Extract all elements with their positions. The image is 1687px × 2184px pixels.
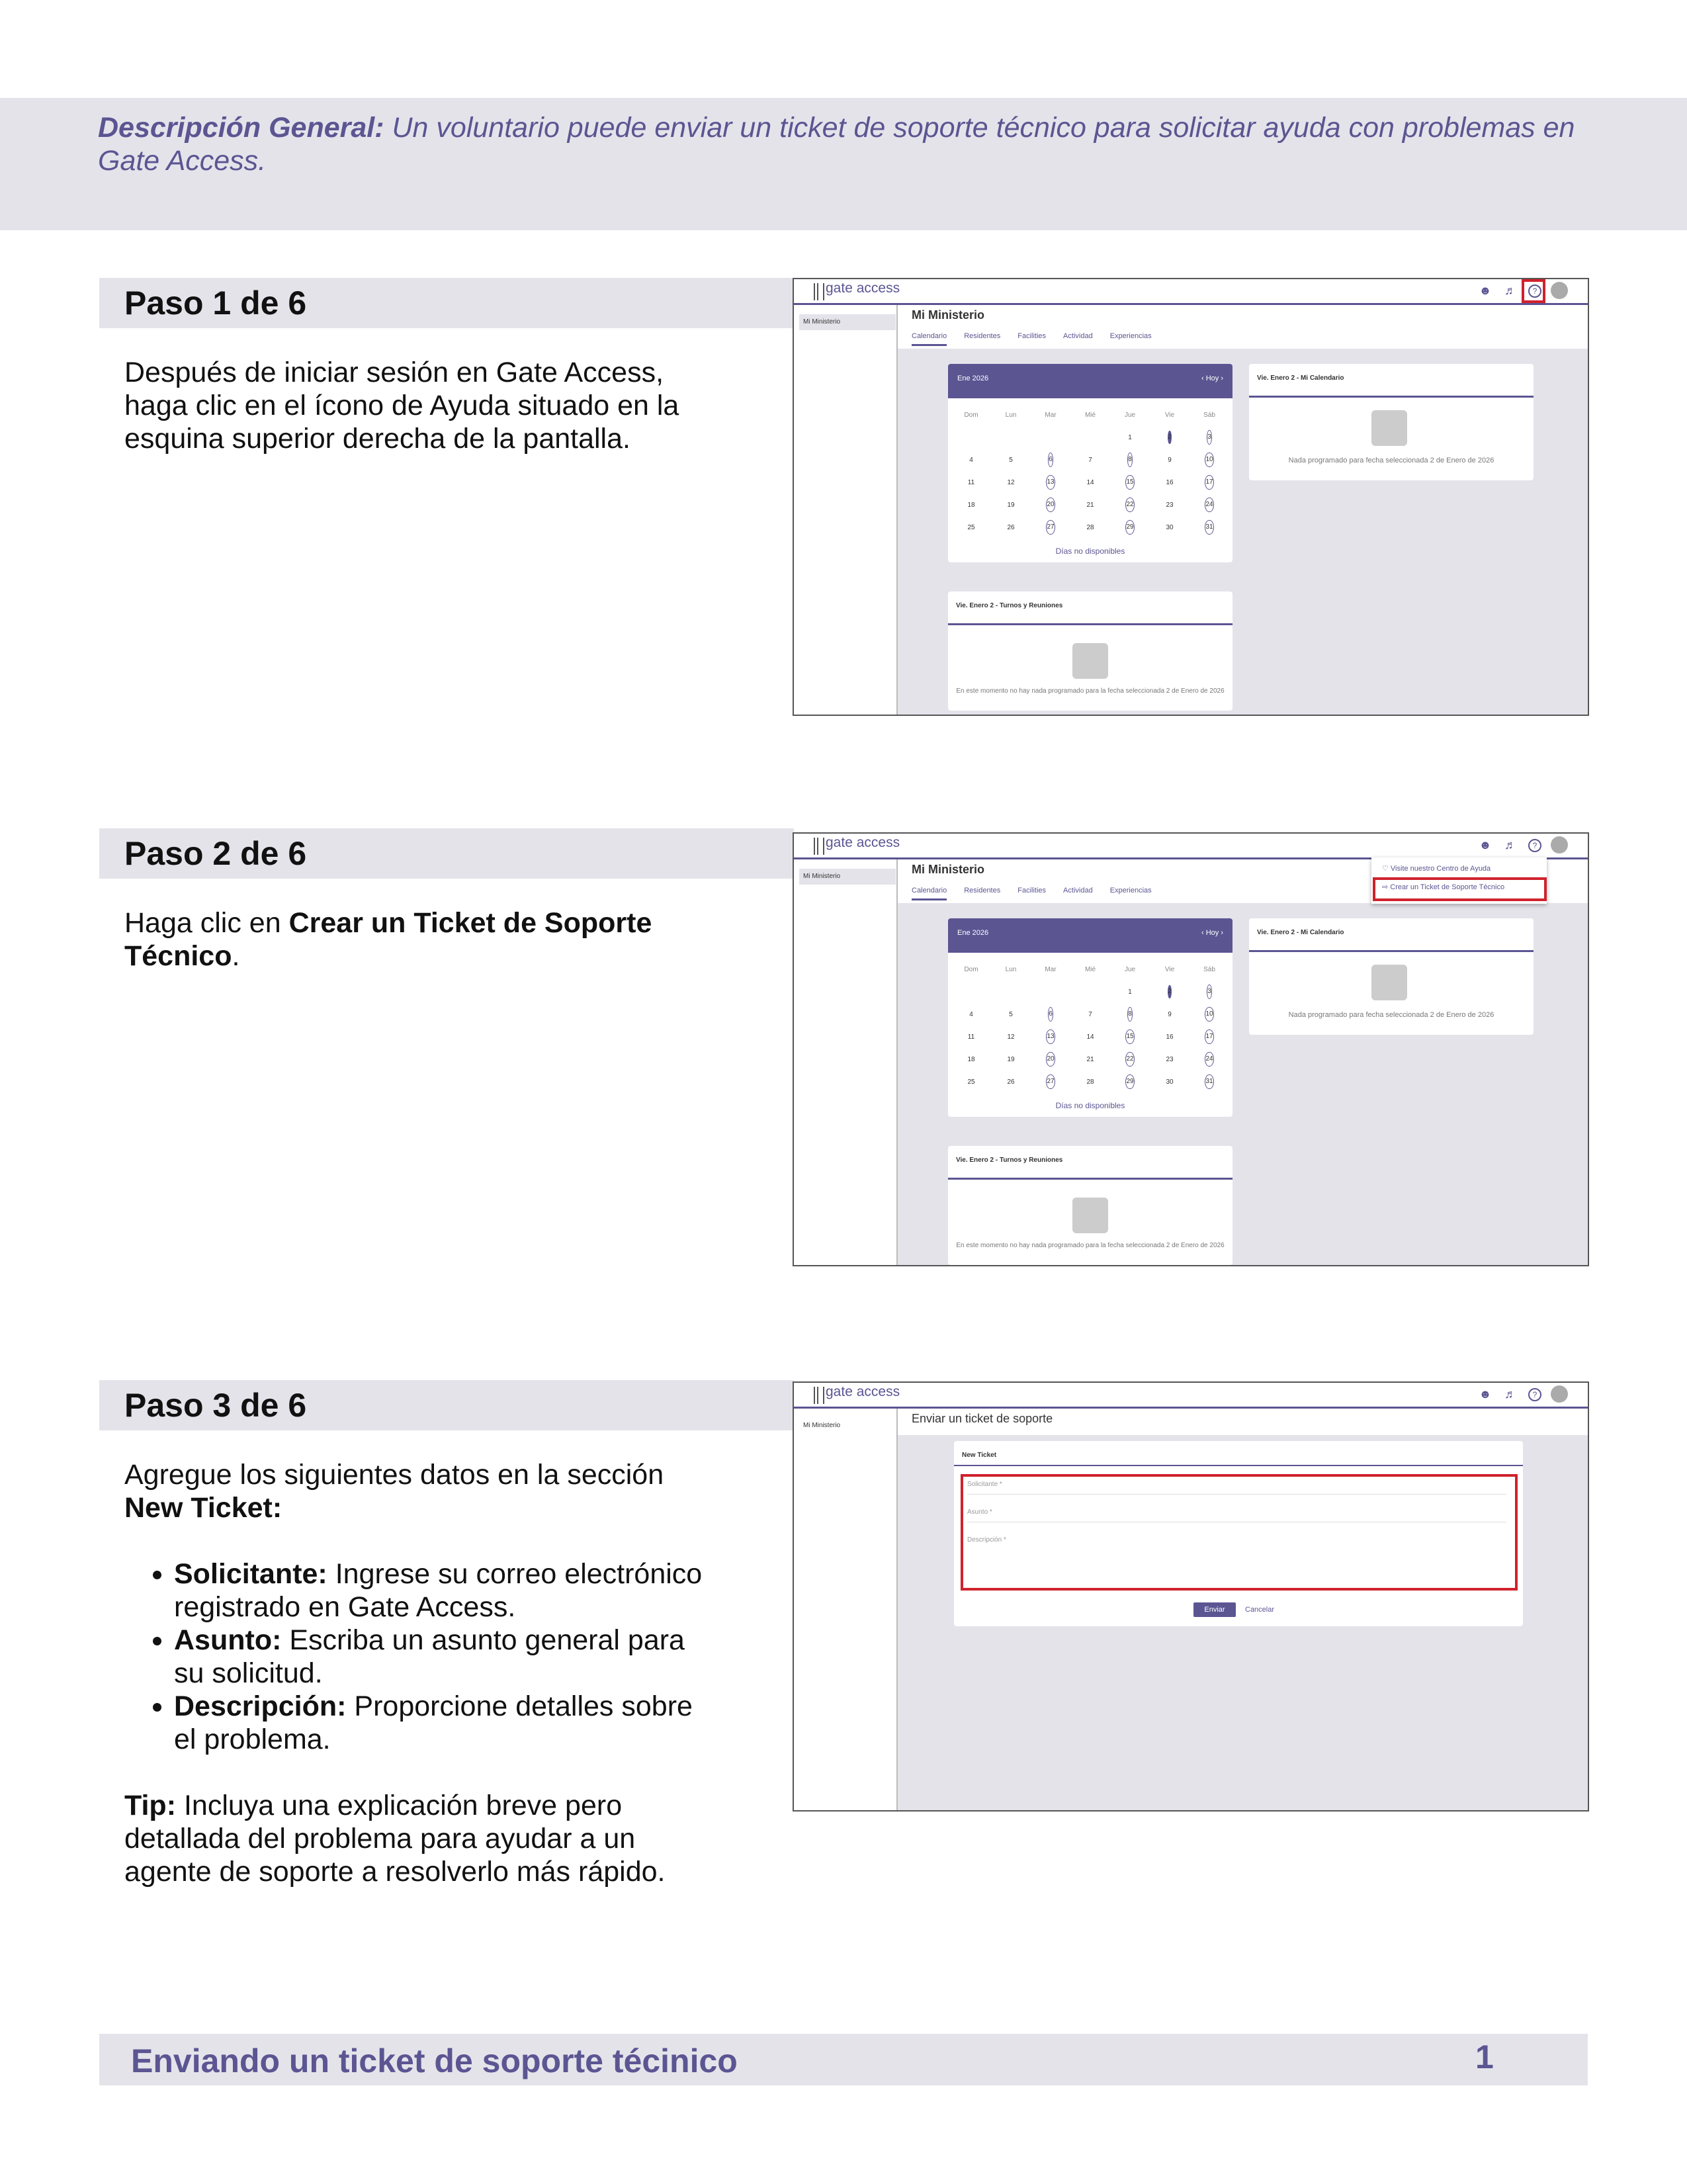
calendar-day[interactable] [1034,453,1067,467]
calendar-nav[interactable]: ‹ Hoy › [1201,374,1223,382]
calendar [948,364,1233,562]
calendar-week [955,981,1226,1003]
calendar-day[interactable] [1034,475,1067,490]
calendar-day[interactable] [1193,498,1226,512]
list-item: • Descripción: Proporcione detalles sobre el problema. [174,1690,720,1756]
panel-title: Vie. Enero 2 - Mi Calendario [1257,929,1344,936]
step-2-screenshot [793,832,1589,1266]
calendar-day[interactable] [1034,1007,1067,1022]
logo-text: gate access [826,1384,900,1399]
help-icon[interactable]: ? [1528,839,1541,852]
today-button[interactable]: Hoy [1205,929,1219,937]
help-menu [1371,857,1547,904]
day-number: 27 [1046,520,1055,535]
descripcion-field[interactable]: Descripción * [967,1536,1006,1544]
calendar-day[interactable] [994,1011,1027,1018]
calendar-week [955,471,1226,494]
tabs [912,332,1169,346]
day-number: 19 [1007,501,1015,509]
calendar-day[interactable] [1113,498,1146,512]
day-number: 2 [1168,431,1172,444]
calendar-day[interactable] [1193,984,1226,999]
shifts-message: En este momento no hay nada programado para la fecha seleccionada 2 de Enero de 2026 [956,1242,1225,1249]
calendar-week [955,516,1226,539]
list-item: • Asunto: Escriba un asunto general para su solicitud. [174,1624,720,1690]
day-number: 31 [1205,1074,1213,1089]
calendar-day[interactable] [1153,457,1186,464]
calendar-day[interactable] [1034,1052,1067,1067]
calendar-grid [955,958,1226,1093]
calendar-day[interactable] [994,457,1027,464]
description-text: Descripción General: Un voluntario puede enviar un ticket de soporte técnico para solicitar ayuda con problemas en Gate Access. [98,112,1575,177]
day-number: 6 [1048,1007,1053,1022]
weekday-label: Lun [1005,965,1017,973]
day-number: 5 [1009,456,1013,464]
calendar-nav[interactable]: ‹ Hoy › [1201,929,1223,937]
day-number: 20 [1046,1052,1055,1067]
calendar-day[interactable] [1074,1078,1107,1086]
day-number: 18 [967,1055,975,1063]
shifts-title: Vie. Enero 2 - Turnos y Reuniones [956,1157,1063,1164]
calendar-day[interactable] [1074,1011,1107,1018]
panel-divider [1249,950,1534,952]
tabs [912,887,1169,900]
sidebar [794,859,898,1265]
calendar-day[interactable] [994,479,1027,486]
step-1-header [99,278,794,328]
day-number: 12 [1007,1033,1015,1041]
gate-logo-icon [814,1387,824,1404]
calendar-day[interactable] [1193,475,1226,490]
weekday-label: Sáb [1203,965,1215,973]
weekday-label: Jue [1124,411,1136,419]
calendar [948,918,1233,1117]
day-number: 17 [1205,475,1213,490]
calendar-day[interactable] [1113,1029,1146,1044]
calendar-day[interactable] [1113,434,1146,441]
day-number: 8 [1127,1007,1133,1022]
app-topbar [794,279,1588,305]
calendar-day[interactable] [994,1078,1027,1086]
calendar-day[interactable] [1074,1033,1107,1041]
day-number: 23 [1166,501,1174,509]
calendar-day[interactable] [994,502,1027,509]
calendar-day[interactable] [1074,479,1107,486]
sidebar [794,305,898,715]
day-number: 2 [1168,985,1172,998]
weekday-label: Mar [1045,965,1057,973]
ticket-highlight-box [1373,877,1547,901]
day-number: 3 [1207,430,1212,445]
calendar-grid [955,404,1226,539]
day-number: 12 [1007,478,1015,486]
day-number: 9 [1168,456,1172,464]
step-3-screenshot [793,1381,1589,1812]
calendar-day[interactable] [1193,520,1226,535]
my-calendar-panel [1249,364,1534,480]
solicitante-field[interactable]: Solicitante * [967,1481,1002,1488]
day-number: 4 [969,456,973,464]
day-number: 31 [1205,520,1213,535]
weekday-label: Jue [1124,965,1136,973]
tip-text: Tip: Incluya una explicación breve pero detallada del problema para ayudar a un agente de soporte a resolverlo más rápido. [124,1790,666,1888]
day-number: 29 [1125,1074,1134,1089]
sidebar [794,1409,898,1810]
day-number: 1 [1128,988,1132,996]
panel-message: Nada programado para fecha seleccionada 2 de Enero de 2026 [1288,1011,1494,1019]
day-number: 26 [1007,1078,1015,1086]
weekday-label: Dom [964,411,978,419]
shifts-message: En este momento no hay nada programado para la fecha seleccionada 2 de Enero de 2026 [956,687,1225,695]
new-ticket-form [954,1441,1523,1626]
day-number: 25 [967,1078,975,1086]
day-number: 22 [1125,1052,1134,1067]
day-number: 28 [1086,523,1094,531]
users-icon[interactable]: ☻ [1479,284,1492,297]
tab-experiencias[interactable]: Experiencias [1109,332,1152,340]
calendar-day[interactable] [1193,1074,1226,1089]
tab-residentes[interactable]: Residentes [964,332,1001,340]
calendar-day[interactable] [1113,1074,1146,1089]
day-number: 24 [1205,498,1213,512]
weekday-label: Mié [1084,411,1096,419]
calendar-icon [1371,965,1407,1000]
menu-help-center[interactable]: ♡ Visite nuestro Centro de Ayuda [1382,865,1491,873]
help-highlight-box [1522,279,1545,303]
shifts-divider [948,623,1233,625]
unavailable-days-link[interactable]: Días no disponibles [1055,1101,1125,1110]
calendar-day[interactable] [994,524,1027,531]
day-number: 15 [1125,1029,1134,1044]
sidebar-item-ministerio[interactable]: Mi Ministerio [799,314,896,330]
tab-experiencias[interactable]: Experiencias [1109,887,1152,895]
calendar-day[interactable] [1153,479,1186,486]
bell-icon[interactable]: ♬ [1504,838,1516,852]
calendar-day[interactable] [1034,1074,1067,1089]
day-number: 25 [967,523,975,531]
gate-logo-icon [814,838,824,855]
help-icon[interactable]: ? [1528,1388,1541,1401]
day-number: 7 [1088,1010,1092,1018]
calendar-week [955,494,1226,516]
step-1-text: Después de iniciar sesión en Gate Access, haga clic en el ícono de Ayuda situado en la esquina superior derecha de la pantalla. [124,357,679,455]
calendar-day[interactable] [1153,985,1186,998]
avatar[interactable] [1551,1385,1568,1403]
calendar-day[interactable] [1034,1029,1067,1044]
calendar-week [955,1026,1226,1048]
avatar[interactable] [1551,282,1568,299]
app-topbar [794,834,1588,859]
calendar-day[interactable] [955,1056,988,1063]
gate-logo-icon [814,283,824,300]
panel-divider [1249,396,1534,398]
day-number: 30 [1166,523,1174,531]
shifts-panel [948,591,1233,711]
calendar-day[interactable] [1193,1007,1226,1022]
asunto-field[interactable]: Asunto * [967,1508,992,1516]
calendar-day[interactable] [1074,1056,1107,1063]
day-number: 16 [1166,1033,1174,1041]
calendar-day[interactable] [1153,1011,1186,1018]
footer-title: Enviando un ticket de soporte técinico [131,2042,738,2079]
calendar-month: Ene 2026 [957,929,989,937]
shifts-panel [948,1146,1233,1265]
step-3-intro: Agregue los siguientes datos en la sección New Ticket: [124,1459,664,1524]
help-icon[interactable]: ? [1528,284,1541,298]
users-icon[interactable]: ☻ [1479,838,1492,852]
day-number: 22 [1125,498,1134,512]
logo-text: gate access [826,835,900,850]
day-number: 6 [1048,453,1053,467]
step-3-header [99,1380,794,1430]
day-number: 11 [967,478,975,486]
day-number: 1 [1128,433,1132,441]
calendar-day[interactable] [955,1011,988,1018]
calendar-day[interactable] [1113,453,1146,467]
calendar-day[interactable] [955,502,988,509]
calendar-week [955,449,1226,471]
app-topbar [794,1383,1588,1409]
day-number: 10 [1205,1007,1213,1022]
calendar-week [955,1003,1226,1026]
calendar-day[interactable] [1034,520,1067,535]
weekday-label: Dom [964,965,978,973]
day-number: 13 [1046,475,1055,490]
day-number: 4 [969,1010,973,1018]
calendar-day[interactable] [1113,475,1146,490]
calendar-week [955,1048,1226,1070]
my-calendar-panel [1249,918,1534,1035]
page-title: Enviar un ticket de soporte [912,1412,1053,1425]
calendar-day[interactable] [955,1078,988,1086]
calendar-day[interactable] [1193,1052,1226,1067]
fields-highlight-box [961,1474,1518,1591]
tab-actividad[interactable]: Actividad [1063,332,1093,340]
weekday-label: Mar [1045,411,1057,419]
calendar-day[interactable] [1074,524,1107,531]
day-number: 24 [1205,1052,1213,1067]
calendar-day[interactable] [1193,453,1226,467]
calendar-day[interactable] [1113,1007,1146,1022]
day-number: 3 [1207,984,1212,999]
menu-create-ticket[interactable]: ⇨ Crear un Ticket de Soporte Técnico [1382,883,1505,891]
panel-title: Vie. Enero 2 - Mi Calendario [1257,374,1344,382]
avatar[interactable] [1551,836,1568,853]
step-2-title: Paso 2 de 6 [124,835,307,872]
calendar-day[interactable] [1113,1052,1146,1067]
weekday-label: Sáb [1203,411,1215,419]
calendar-clock-icon [1072,1198,1108,1233]
day-number: 28 [1086,1078,1094,1086]
users-icon[interactable]: ☻ [1479,1387,1492,1401]
day-number: 13 [1046,1029,1055,1044]
day-number: 21 [1086,1055,1094,1063]
calendar-weekdays [955,404,1226,426]
calendar-day[interactable] [1074,502,1107,509]
calendar-day[interactable] [1193,1029,1226,1044]
bell-icon[interactable]: ♬ [1504,284,1516,297]
sidebar-item-ministerio[interactable]: Mi Ministerio [799,1418,896,1434]
calendar-day[interactable] [1153,524,1186,531]
step-3-text [124,1458,720,1888]
step-2-text: Haga clic en Crear un Ticket de Soporte Técnico. [124,907,652,972]
day-number: 5 [1009,1010,1013,1018]
panel-message: Nada programado para fecha seleccionada 2 de Enero de 2026 [1288,457,1494,464]
weekday-label: Lun [1005,411,1017,419]
calendar-day[interactable] [1153,431,1186,444]
calendar-day[interactable] [1113,520,1146,535]
calendar-icon [1371,410,1407,446]
calendar-day[interactable] [1153,1056,1186,1063]
submit-button[interactable]: Enviar [1193,1602,1236,1617]
calendar-day[interactable] [1113,988,1146,996]
day-number: 10 [1205,453,1213,467]
calendar-day[interactable] [955,524,988,531]
calendar-day[interactable] [1153,502,1186,509]
day-number: 15 [1125,475,1134,490]
page-title: Mi Ministerio [912,308,985,322]
day-number: 19 [1007,1055,1015,1063]
calendar-day[interactable] [994,1056,1027,1063]
day-number: 8 [1127,453,1133,467]
form-divider [954,1465,1523,1466]
day-number: 23 [1166,1055,1174,1063]
day-number: 17 [1205,1029,1213,1044]
fields-list [124,1557,720,1756]
calendar-day[interactable] [1074,457,1107,464]
calendar-header [948,918,1233,953]
list-item: • Solicitante: Ingrese su correo electrónico registrado en Gate Access. [174,1557,720,1624]
calendar-day[interactable] [1193,430,1226,445]
day-number: 7 [1088,456,1092,464]
step-1-title: Paso 1 de 6 [124,284,307,322]
calendar-day[interactable] [1153,1033,1186,1041]
unavailable-days-link[interactable]: Días no disponibles [1055,546,1125,556]
calendar-day[interactable] [994,1033,1027,1041]
step-3-title: Paso 3 de 6 [124,1387,307,1424]
page-title: Mi Ministerio [912,863,985,876]
step-2-header [99,828,794,879]
form-title: New Ticket [962,1452,997,1459]
tab-facilities[interactable]: Facilities [1017,332,1047,340]
tab-residentes[interactable]: Residentes [964,887,1001,895]
calendar-day[interactable] [1034,498,1067,512]
day-number: 9 [1168,1010,1172,1018]
step-1-screenshot [793,278,1589,716]
day-number: 27 [1046,1074,1055,1089]
shifts-divider [948,1178,1233,1180]
weekday-label: Mié [1084,965,1096,973]
calendar-day[interactable] [955,479,988,486]
day-number: 14 [1086,1033,1094,1041]
calendar-week [955,1070,1226,1093]
sidebar-item-ministerio[interactable]: Mi Ministerio [799,869,896,885]
today-button[interactable]: Hoy [1205,374,1219,382]
tab-calendario[interactable]: Calendario [912,887,947,900]
tab-calendario[interactable]: Calendario [912,332,947,346]
calendar-month: Ene 2026 [957,374,989,382]
shifts-title: Vie. Enero 2 - Turnos y Reuniones [956,602,1063,609]
day-number: 20 [1046,498,1055,512]
calendar-clock-icon [1072,643,1108,679]
calendar-header [948,364,1233,398]
page-number: 1 [1475,2038,1494,2075]
day-number: 14 [1086,478,1094,486]
calendar-day[interactable] [1153,1078,1186,1086]
bell-icon[interactable]: ♬ [1504,1387,1516,1401]
cancel-button[interactable]: Cancelar [1245,1606,1275,1614]
day-number: 30 [1166,1078,1174,1086]
weekday-label: Vie [1164,965,1175,973]
weekday-label: Vie [1164,411,1175,419]
day-number: 11 [967,1033,975,1041]
tab-facilities[interactable]: Facilities [1017,887,1047,895]
calendar-day[interactable] [955,1033,988,1041]
logo-text: gate access [826,281,900,296]
day-number: 16 [1166,478,1174,486]
calendar-week [955,426,1226,449]
tab-actividad[interactable]: Actividad [1063,887,1093,895]
day-number: 21 [1086,501,1094,509]
calendar-weekdays [955,958,1226,981]
calendar-day[interactable] [955,457,988,464]
day-number: 18 [967,501,975,509]
day-number: 29 [1125,520,1134,535]
day-number: 26 [1007,523,1015,531]
